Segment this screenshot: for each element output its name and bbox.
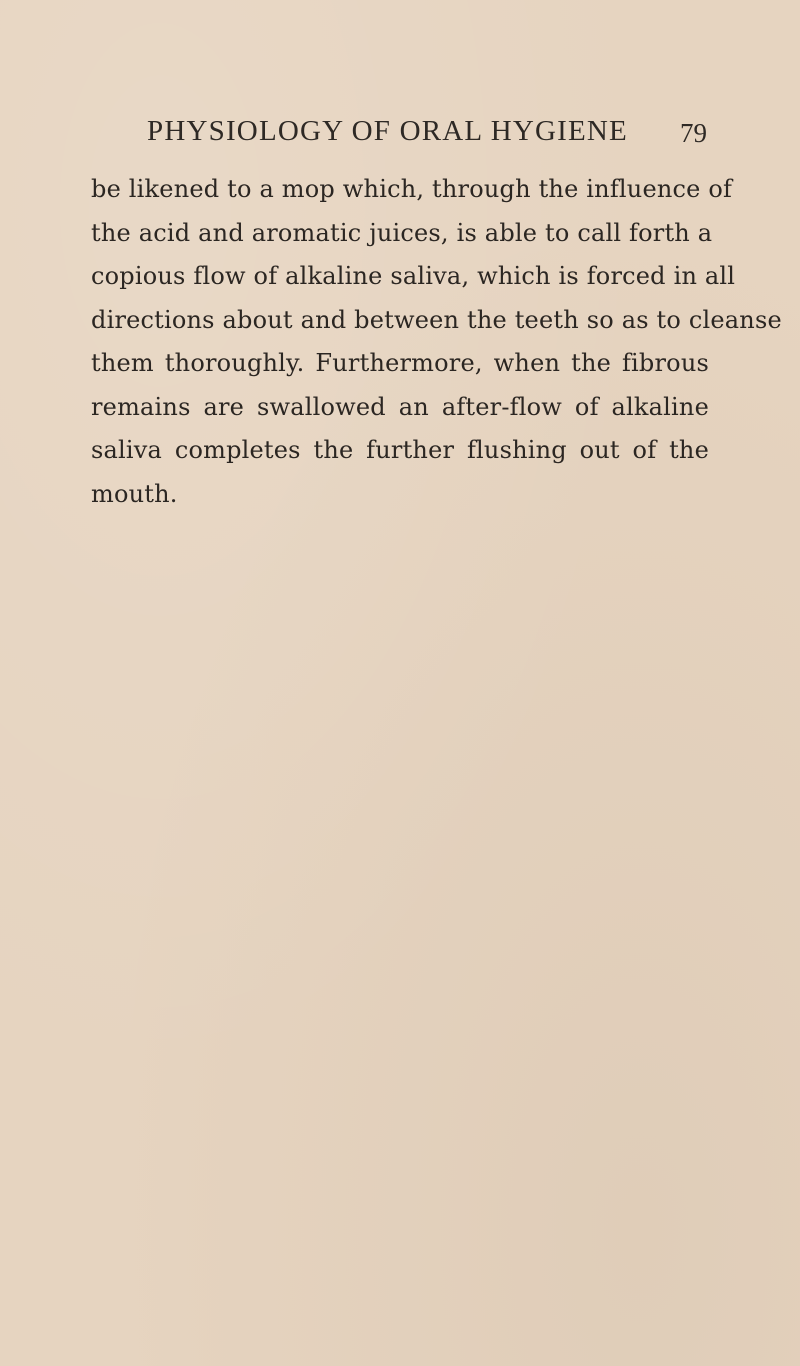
text-line: remains are swallowed an after-flow of alkaline — [91, 392, 709, 421]
page-number: 79 — [680, 118, 707, 148]
text-line: mouth. — [91, 479, 178, 508]
text-line: saliva completes the further flushing out of the — [91, 436, 709, 464]
text-line: them thoroughly. Furthermore, when the fibrous — [91, 349, 709, 377]
text-line: be likened to a mop which, through the influence of — [91, 175, 733, 203]
running-head — [147, 115, 707, 155]
text-line: copious flow of alkaline saliva, which is forced in all — [91, 262, 736, 290]
paragraph — [91, 168, 782, 516]
text-line: directions about and between the teeth so as to cleanse — [91, 305, 782, 334]
text-line: the acid and aromatic juices, is able to call forth a — [91, 218, 713, 247]
running-title: PHYSIOLOGY OF ORAL HYGIENE — [147, 115, 628, 147]
